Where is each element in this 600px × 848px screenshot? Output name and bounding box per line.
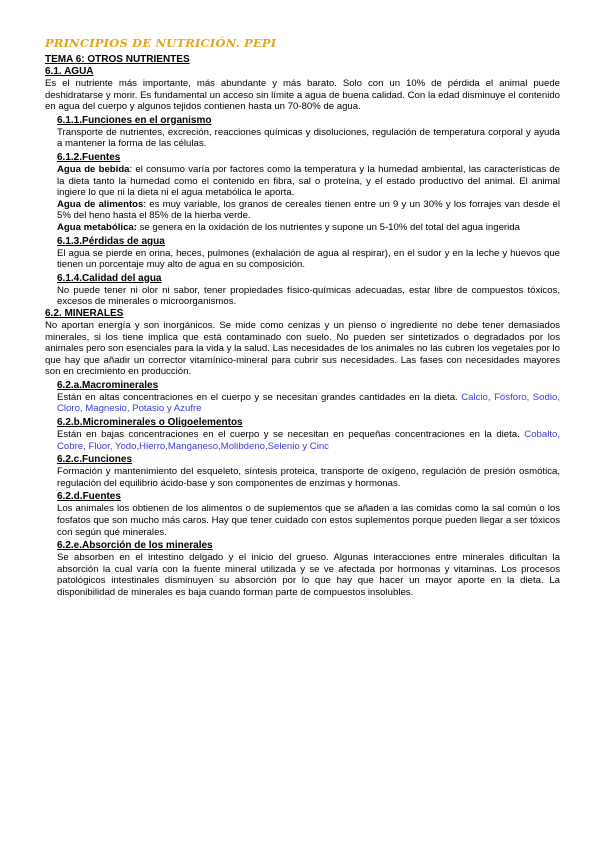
document-page	[45, 36, 560, 599]
agua-intro: Es el nutriente más importante, más abundante y más barato. Solo con un 10% de pérdida el animal puede deshidratarse y morir. Es fundamental un acceso sin límite a agua de buena calidad. Con la edad disminuye el contenido en agua del cuerpo y algunos tejidos contienen hasta un 70-80% de agua.	[45, 78, 560, 113]
minerales-absorcion-heading: 6.2.e.Absorción de los minerales	[57, 540, 213, 552]
agua-bebida-paragraph	[57, 164, 560, 199]
agua-alimentos-text: : es muy variable, los granos de cereales tienen entre un 9 y un 30% y los forrajes van desde el 5% del heno hasta el 85% de la hierba verde.	[57, 198, 560, 222]
minerales-funciones-heading: 6.2.c.Funciones	[57, 454, 133, 466]
minerales-intro: No aportan energía y son inorgánicos. Se mide como cenizas y un pienso o ingrediente no debe tener demasiados minerales, si los tiene implica que está contaminado con suelo. No pueden ser sintetizados o degradados por los animales pero son esenciales para la vida y la salud. Las necesidades de los animales no las cubren los vegetales por lo que hay que añadir un corrector vitamínico-mineral para cubrir sus necesidades. Las fases con necesidades mayores son en crecimiento en producción.	[45, 319, 560, 378]
document-title: PRINCIPIOS DE NUTRICIÓN. PEPI	[45, 36, 277, 50]
agua-alimentos-paragraph	[57, 199, 560, 222]
agua-funciones-heading: 6.1.1.Funciones en el organismo	[57, 114, 212, 126]
agua-bebida-text: : el consumo varía por factores como la temperatura y la humedad ambiental, las características de la dieta tanto la humedad como el contenido en fibra, sal o proteína, y el estado productivo del animal. El animal ingiere lo que ni la dieta ni el agua metabólica le aporta.	[57, 163, 560, 199]
section-minerales-heading: 6.2. MINERALES	[45, 307, 124, 319]
microminerales-text: Están en bajas concentraciones en el cuerpo y se necesitan en pequeñas concentraciones en la dieta.	[57, 429, 525, 441]
microminerales-heading: 6.2.b.Microminerales o Oligoelementos	[57, 417, 243, 429]
agua-calidad-text: No puede tener ni olor ni sabor, tener propiedades físico-químicas adecuadas, estar libre de compuestos tóxicos, excesos de minerales o microorganismos.	[57, 284, 560, 308]
agua-alimentos-label: Agua de alimentos	[57, 198, 144, 210]
minerales-absorcion-text: Se absorben en el intestino delgado y el inicio del grueso. Algunas interacciones entre minerales dificultan la absorción la cual varía con la fuente mineral utilizada y se ve afectada por hormonas y vitaminas. Los procesos patológicos intestinales disminuyen su absorción por lo que hay que hacer un mayor aporte en la dieta. La disponibilidad de minerales es baja cuando forman parte de compuestos insolubles.	[57, 552, 560, 598]
agua-fuentes-heading: 6.1.2.Fuentes	[57, 151, 121, 163]
agua-metabolica-text: se genera en la oxidación de los nutrientes y supone un 5-10% del total del agua ingerida	[136, 221, 520, 233]
agua-calidad-heading: 6.1.4.Calidad del agua	[57, 272, 162, 284]
minerales-fuentes-text: Los animales los obtienen de los alimentos o de suplementos que se añaden a las comidas como la sal común o los fosfatos que son mucho más caros. Hay que tener cuidado con estos suplementos porque pueden llegar a ser tóxicos con según qué minerales.	[57, 503, 560, 538]
minerales-funciones-text: Formación y mantenimiento del esqueleto, síntesis proteica, transporte de oxígeno, regulación de presión osmótica, regulación del equilibrio ácido-base y son componentes de enzimas y hormonas.	[57, 466, 560, 489]
section-agua-heading: 6.1. AGUA	[45, 66, 94, 77]
microminerales-paragraph	[57, 429, 560, 452]
agua-funciones-text: Transporte de nutrientes, excreción, reacciones químicas y disoluciones, regulación de temperatura corporal y ayuda a mantener la forma de las células.	[57, 126, 560, 150]
agua-perdidas-heading: 6.1.3.Pérdidas de agua	[57, 235, 165, 247]
agua-metabolica-label: Agua metabólica:	[57, 221, 137, 233]
microminerales-list: Cobalto, Cobre, Flúor, Yodo,Hierro,Manganeso,Molibdeno,Selenio y Cinc	[57, 429, 560, 452]
agua-metabolica-paragraph	[57, 222, 560, 234]
agua-bebida-label: Agua de bebida	[57, 163, 130, 175]
agua-perdidas-text: El agua se pierde en orina, heces, pulmones (exhalación de agua al respirar), en el sudor y en la leche y huevos que tienen un porcentaje muy alto de agua en su composición.	[57, 247, 560, 271]
minerales-fuentes-heading: 6.2.d.Fuentes	[57, 491, 121, 503]
macrominerales-paragraph	[57, 392, 560, 415]
topic-heading: TEMA 6: OTROS NUTRIENTES	[45, 54, 190, 65]
macrominerales-text: Están en altas concentraciones en el cuerpo y se necesitan grandes cantidades en la dieta.	[57, 391, 462, 403]
macrominerales-list: Calcio, Fósforo, Sodio, Cloro, Magnesio, Potasio y Azufre	[57, 391, 560, 415]
macrominerales-heading: 6.2.a.Macrominerales	[57, 379, 159, 391]
